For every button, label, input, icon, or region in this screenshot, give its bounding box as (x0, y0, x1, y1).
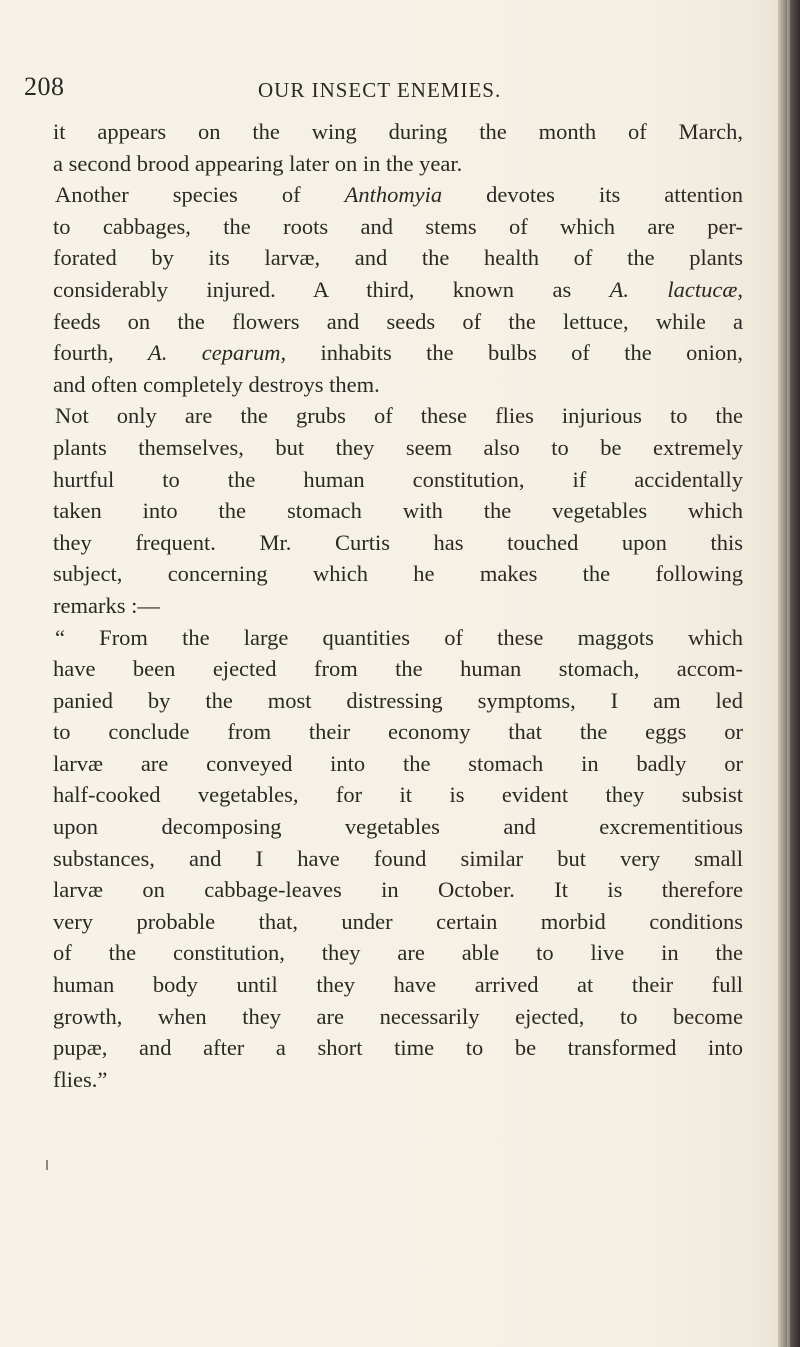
text-line: subject, concerning which he makes the following (53, 561, 743, 587)
text-line: they frequent. Mr. Curtis has touched upon this (53, 529, 743, 555)
text-line: upon decomposing vegetables and excrementitious (53, 814, 743, 840)
text-line: feeds on the flowers and seeds of the lettuce, while a (53, 308, 743, 334)
running-title: OUR INSECT ENEMIES. (258, 78, 502, 102)
text-line: a second brood appearing later on in the year. (53, 150, 463, 176)
text-line: growth, when they are necessarily ejected, to become (53, 1003, 743, 1029)
page-header (0, 72, 800, 112)
body-text (53, 116, 743, 1095)
text-line: human body until they have arrived at their full (53, 972, 743, 998)
text-line: very probable that, under certain morbid conditions (53, 908, 743, 934)
text-line: panied by the most distressing symptoms, I am led (53, 687, 743, 713)
page-edge-highlight (787, 0, 790, 1347)
text-line: considerably injured. A third, known as A. lactucæ, (53, 276, 743, 302)
ink-speck (46, 1160, 48, 1170)
text-line: half-cooked vegetables, for it is evident they subsist (53, 782, 743, 808)
text-line: flies.” (53, 1066, 108, 1092)
text-line: “ From the large quantities of these maggots which (55, 624, 743, 650)
text-line: Another species of Anthomyia devotes its attention (55, 182, 743, 208)
latin-species-name: Anthomyia (344, 182, 443, 208)
text-line: remarks :— (53, 592, 160, 618)
text-line: Not only are the grubs of these flies injurious to the (55, 403, 743, 429)
page-number: 208 (24, 72, 65, 101)
text-line: forated by its larvæ, and the health of the plants (53, 245, 743, 271)
latin-species-name: A. lactucæ, (609, 276, 743, 302)
text-line: larvæ are conveyed into the stomach in badly or (53, 750, 743, 776)
text-line: plants themselves, but they seem also to be extremely (53, 434, 743, 460)
text-line: have been ejected from the human stomach, accom- (53, 656, 743, 682)
text-line: substances, and I have found similar but very small (53, 845, 743, 871)
text-line: of the constitution, they are able to live in the (53, 940, 743, 966)
latin-species-name: A. ceparum, (148, 340, 287, 366)
text-line: larvæ on cabbage-leaves in October. It is therefore (53, 877, 743, 903)
text-line: hurtful to the human constitution, if accidentally (53, 466, 743, 492)
text-line: it appears on the wing during the month of March, (53, 119, 743, 144)
text-line: pupæ, and after a short time to be transformed into (53, 1035, 743, 1061)
text-line: to conclude from their economy that the eggs or (53, 719, 743, 745)
text-line: and often completely destroys them. (53, 371, 380, 397)
text-line: taken into the stomach with the vegetables which (53, 498, 743, 524)
text-line: fourth, A. ceparum, inhabits the bulbs of the onion, (53, 340, 743, 366)
text-line: to cabbages, the roots and stems of which are per- (53, 213, 743, 239)
